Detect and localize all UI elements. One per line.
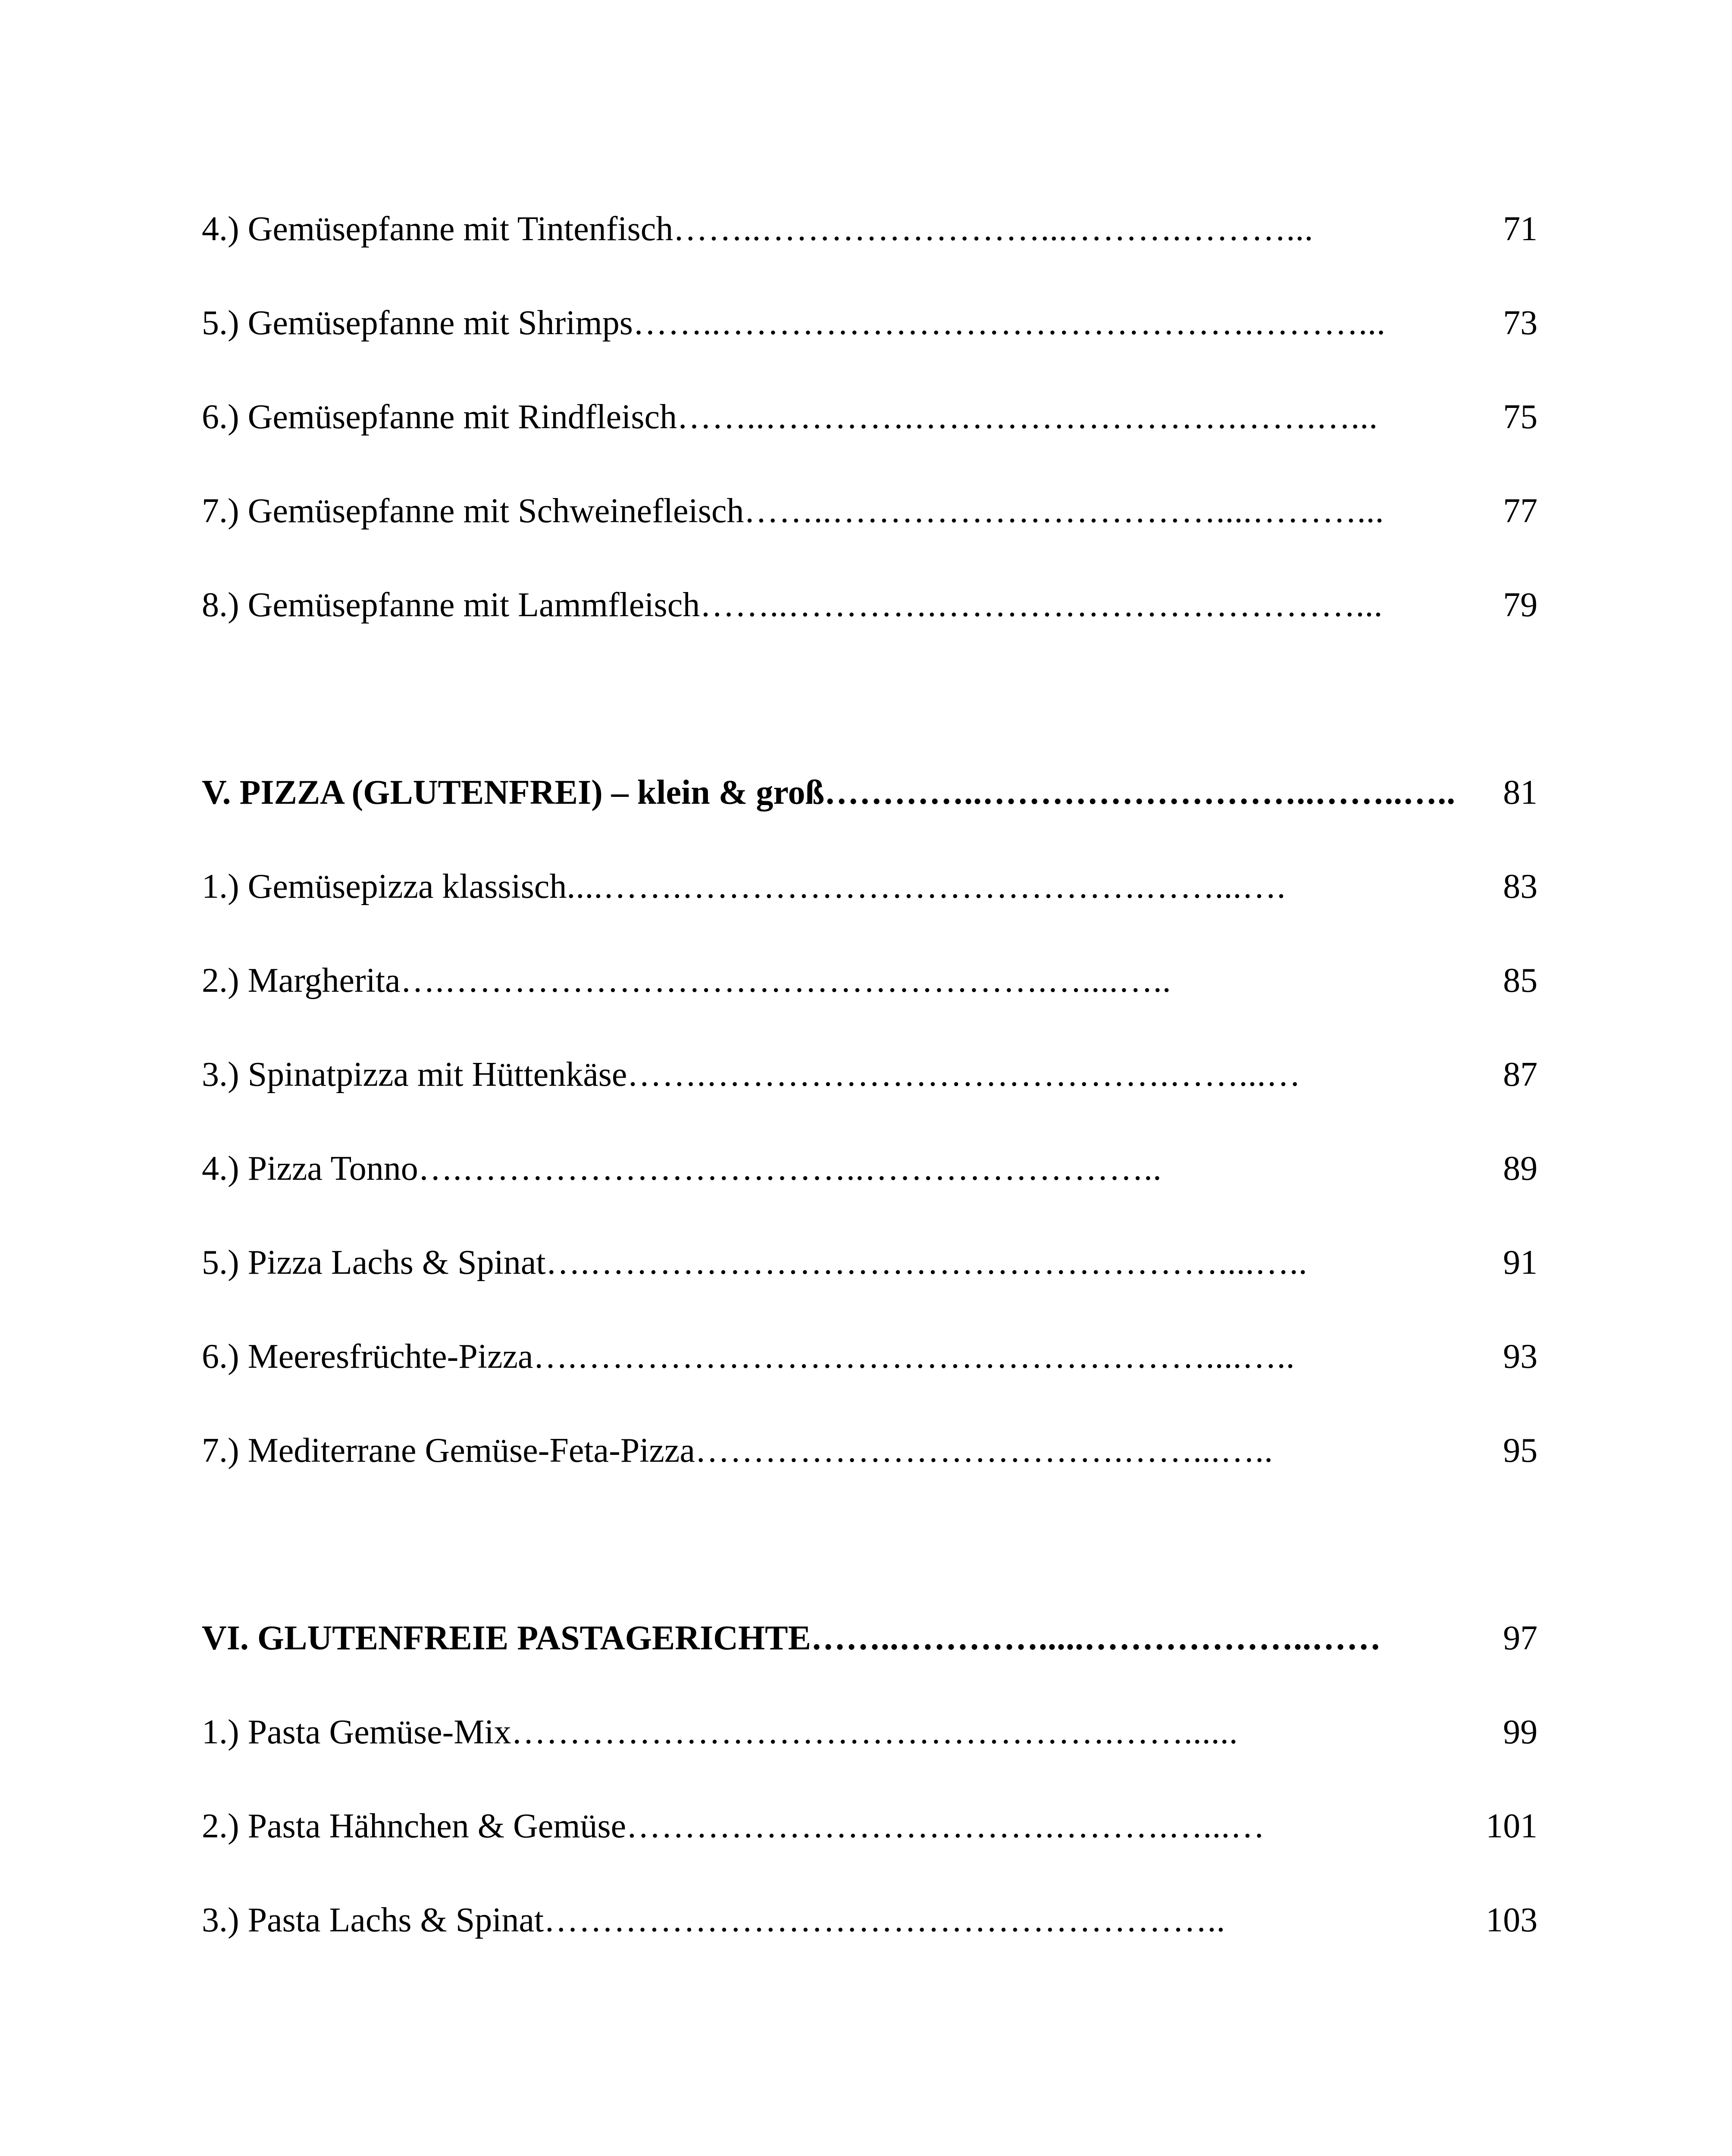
toc-leader-dots: ….……………………………..…………………….. [418, 1150, 1162, 1188]
toc-entry-title: 4.) Gemüsepfanne mit Tintenfisch [202, 210, 673, 248]
toc-entry [202, 487, 1538, 535]
toc-entry-title: 6.) Gemüsepfanne mit Rindfleisch [202, 398, 677, 436]
toc-entry-title: 8.) Gemüsepfanne mit Lammfleisch [202, 586, 700, 624]
toc-page-number: 77 [1503, 492, 1538, 530]
toc-entry [202, 1708, 1538, 1756]
toc-entry-title: 1.) Gemüsepizza klassisch [202, 868, 567, 906]
toc-page-number: 103 [1486, 1901, 1538, 1939]
toc-leader-dots: …………..………………………..……..….. [824, 774, 1456, 812]
toc-leader-dots: ……………………………….……….…...… [626, 1807, 1265, 1845]
toc-entry-title: 1.) Pasta Gemüse-Mix [202, 1713, 511, 1751]
toc-entry [202, 1427, 1538, 1474]
toc-entry [202, 1802, 1538, 1850]
toc-entry-title: 6.) Meeresfrüchte-Pizza [202, 1338, 533, 1376]
toc-entry [202, 1051, 1538, 1098]
toc-section-heading [202, 769, 1538, 816]
toc-page-number: 93 [1503, 1338, 1538, 1376]
toc-page-number: 79 [1503, 586, 1538, 624]
toc-entry [202, 1333, 1538, 1380]
toc-entry-title: 7.) Gemüsepfanne mit Schweinefleisch [202, 492, 744, 530]
toc-leader-dots: ….…………………………………………….…....….. [400, 962, 1171, 1000]
toc-entry [202, 1145, 1538, 1192]
toc-page-number: 71 [1503, 210, 1538, 248]
toc-entry [202, 1239, 1538, 1286]
toc-entry-title: 5.) Pizza Lachs & Spinat [202, 1244, 546, 1282]
toc-leader-dots: ……..………….………………………………... [700, 586, 1383, 624]
toc-page-number: 91 [1503, 1244, 1538, 1282]
toc-leader-dots: ……..……………………...……….………... [673, 210, 1314, 248]
toc-entry [202, 1896, 1538, 1944]
toc-entry-title: 3.) Pasta Lachs & Spinat [202, 1901, 544, 1939]
toc-leader-dots: ……..………….....………………..…… [811, 1619, 1381, 1657]
toc-entry [202, 863, 1538, 910]
toc-entry-title: 7.) Mediterrane Gemüse-Feta-Pizza [202, 1432, 695, 1470]
toc-entry-title: 2.) Margherita [202, 962, 401, 1000]
toc-page-number: 97 [1503, 1619, 1538, 1657]
toc-page-number: 87 [1503, 1056, 1538, 1094]
toc-leader-dots: …………………………………………….……...... [511, 1713, 1238, 1751]
toc-entry [202, 299, 1538, 347]
toc-leader-dots: …….………………………………….……...… [627, 1056, 1301, 1094]
toc-page-number: 99 [1503, 1713, 1538, 1751]
toc-section-heading [202, 1614, 1538, 1662]
toc-section-title: VI. GLUTENFREIE PASTAGERICHTE [202, 1619, 811, 1657]
toc-page-number: 73 [1503, 304, 1538, 342]
toc-entry-title: 3.) Spinatpizza mit Hüttenkäse [202, 1056, 627, 1094]
toc-entry [202, 957, 1538, 1004]
toc-entry-title: 2.) Pasta Hähnchen & Gemüse [202, 1807, 626, 1845]
toc-page-number: 83 [1503, 868, 1538, 906]
toc-page-number: 89 [1503, 1150, 1538, 1188]
toc-leader-dots: ….………………………………………………....….. [533, 1338, 1295, 1376]
toc-entry [202, 581, 1538, 629]
toc-entry-title: 5.) Gemüsepfanne mit Shrimps [202, 304, 633, 342]
toc-leader-dots: ………………………………………………….. [544, 1901, 1226, 1939]
toc-page-number: 101 [1486, 1807, 1538, 1845]
toc-entry-title: 4.) Pizza Tonno [202, 1150, 418, 1188]
toc-page-number: 75 [1503, 398, 1538, 436]
toc-page-number: 85 [1503, 962, 1538, 1000]
toc-page-number: 95 [1503, 1432, 1538, 1470]
toc-leader-dots: ……..………….……………………….…….…... [677, 398, 1378, 436]
toc-entry [202, 205, 1538, 253]
toc-page-number: 81 [1503, 774, 1538, 812]
toc-leader-dots: ……..……………………………....………... [744, 492, 1384, 530]
toc-leader-dots: ……..……………………………………….………... [633, 304, 1386, 342]
toc-leader-dots: ….………………………………………………....….. [545, 1244, 1308, 1282]
toc-leader-dots: ……………………………….……...….. [695, 1432, 1273, 1470]
toc-section-title: V. PIZZA (GLUTENFREI) – klein & groß [202, 774, 824, 812]
toc-entry [202, 393, 1538, 441]
toc-leader-dots: ....…….………………………………….……...…. [567, 868, 1286, 906]
